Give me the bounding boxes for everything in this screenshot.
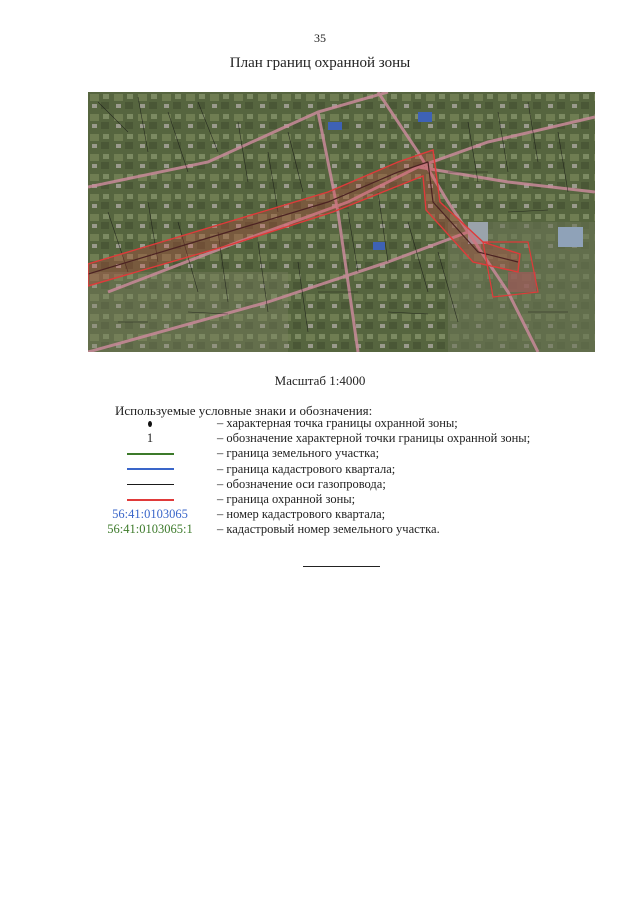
legend-description: – граница кадастрового квартала; [217,461,396,476]
legend-description: – обозначение оси газопровода; [217,476,386,491]
cadastral-quarter-number-sample: 56:41:0103065 [112,507,188,522]
legend-item-gas-axis [95,477,615,492]
page-title: План границ охранной зоны [229,55,411,71]
legend-description: – граница земельного участка; [217,446,380,461]
satellite-map[interactable] [88,92,595,352]
legend-item-boundary-point [95,416,615,431]
gas-axis-line-symbol [127,484,174,485]
legend-title: Используемые условные знаки и обозначения: [115,403,373,418]
legend-item-cadastral-quarter-boundary [95,462,615,477]
legend-description: – кадастровый номер земельного участка. [217,522,440,537]
boundary-point-symbol [148,421,152,427]
legend-item-cadastral-plot-number [95,522,615,537]
legend-item-land-plot-boundary [95,446,615,461]
legend-description: – обозначение характерной точки границы охранной зоны; [217,431,531,446]
map-scale: Масштаб 1:4000 [274,373,366,388]
legend-description: – характерная точка границы охранной зоны; [217,416,458,431]
footer-rule [303,566,380,567]
legend-item-point-label [95,431,615,446]
cadastral-quarter-line-symbol [127,468,174,470]
land-plot-line-symbol [127,453,174,455]
legend-description: – граница охранной зоны; [217,492,356,507]
page-number: 35 [314,31,326,45]
point-label-symbol: 1 [146,431,154,446]
legend-item-protection-zone [95,492,615,507]
map-canvas [88,92,595,352]
legend [95,416,615,538]
legend-item-cadastral-quarter-number [95,507,615,522]
protection-zone-line-symbol [127,499,174,501]
legend-description: – номер кадастрового квартала; [217,507,386,522]
cadastral-plot-number-sample: 56:41:0103065:1 [107,522,193,537]
